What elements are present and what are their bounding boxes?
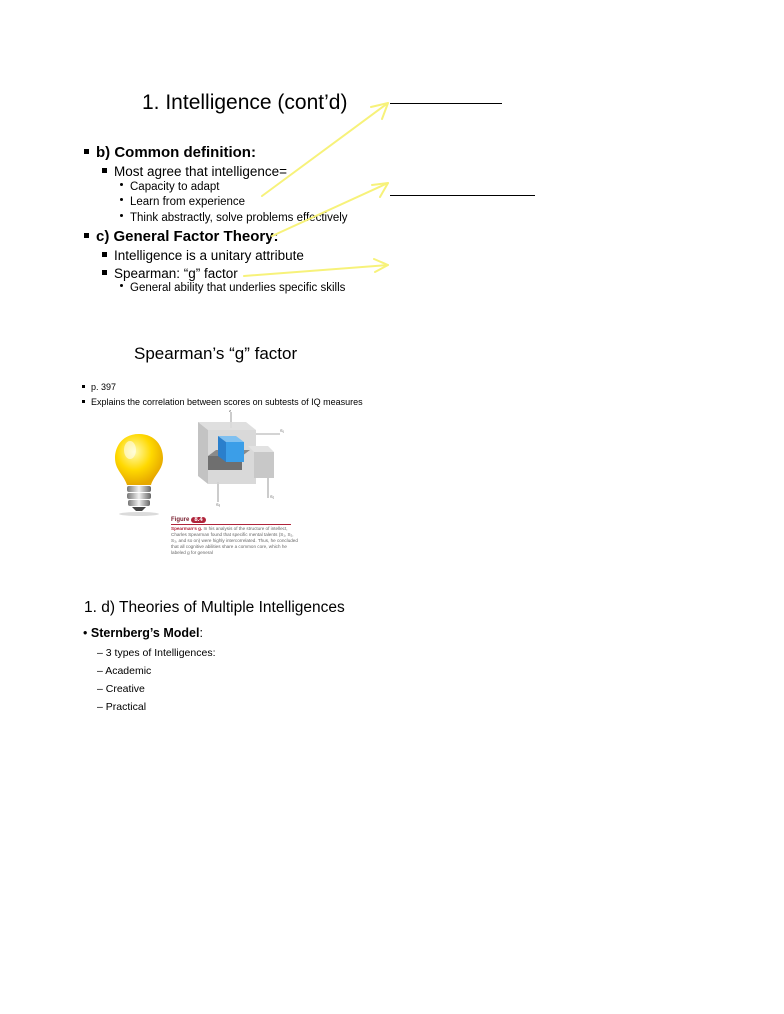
page-ref-bullet: p. 397 <box>82 382 116 392</box>
sternberg-item-creative: – Creative <box>97 683 145 695</box>
square-bullet-icon <box>82 400 85 403</box>
svg-text:S₂: S₂ <box>270 494 275 499</box>
slide3-title: 1. d) Theories of Multiple Intelligences <box>84 599 345 616</box>
arrow-to-blank-3 <box>244 265 388 276</box>
sternberg-model-heading: • Sternberg’s Model: <box>83 626 203 640</box>
dash-bullet-icon: – <box>97 683 103 695</box>
figure-label: Figure 8.4 <box>171 517 206 523</box>
dash-bullet-icon: – <box>97 665 103 677</box>
definition-item-experience: Learn from experience <box>120 196 245 208</box>
light-bulb-icon <box>110 430 170 516</box>
slide2-title: Spearman’s “g” factor <box>134 344 298 363</box>
svg-text:z: z <box>229 408 231 413</box>
general-ability-item: General ability that underlies specific skills <box>120 282 345 294</box>
slide1-title: 1. Intelligence (cont’d) <box>142 91 348 114</box>
highlight-arrows <box>0 0 784 320</box>
svg-text:S₃: S₃ <box>216 502 221 507</box>
figure-caption: Spearman’s g. In his analysis of the structure of intellect, Charles Spearman found that specific mental talents (S₁, S₂, S₃, and so on) were highly intercorrelated. Thus, he concluded that all cognitive abilities share a common core, which he labeled g for general <box>171 526 298 555</box>
sternberg-item-academic: – Academic <box>97 665 152 677</box>
square-bullet-icon <box>82 385 85 388</box>
sternberg-item-types: – 3 types of Intelligences: <box>97 647 216 659</box>
correlation-bullet: Explains the correlation between scores on subtests of IQ measures <box>82 397 363 407</box>
figure-number-badge: 8.4 <box>191 517 205 523</box>
arrow-to-blank-2 <box>272 183 388 236</box>
spearman-g-sub: Spearman: “g” factor <box>102 266 238 281</box>
general-factor-heading: c) General Factor Theory: <box>84 228 279 245</box>
unitary-attribute-sub: Intelligence is a unitary attribute <box>102 248 304 263</box>
dash-bullet-icon: – <box>97 701 103 713</box>
dot-bullet-icon: • <box>83 626 88 640</box>
common-definition-heading: b) Common definition: <box>84 144 256 161</box>
dash-bullet-icon: – <box>97 647 103 659</box>
arrow-to-blank-1 <box>262 103 388 196</box>
definition-item-adapt: Capacity to adapt <box>120 181 220 193</box>
definition-item-abstract: Think abstractly, solve problems effectively <box>120 212 348 224</box>
common-definition-sub: Most agree that intelligence= <box>102 164 287 179</box>
figure-rule <box>171 524 291 525</box>
svg-text:S₁: S₁ <box>280 428 285 433</box>
g-factor-cube-diagram <box>188 406 298 512</box>
sternberg-item-practical: – Practical <box>97 701 147 713</box>
